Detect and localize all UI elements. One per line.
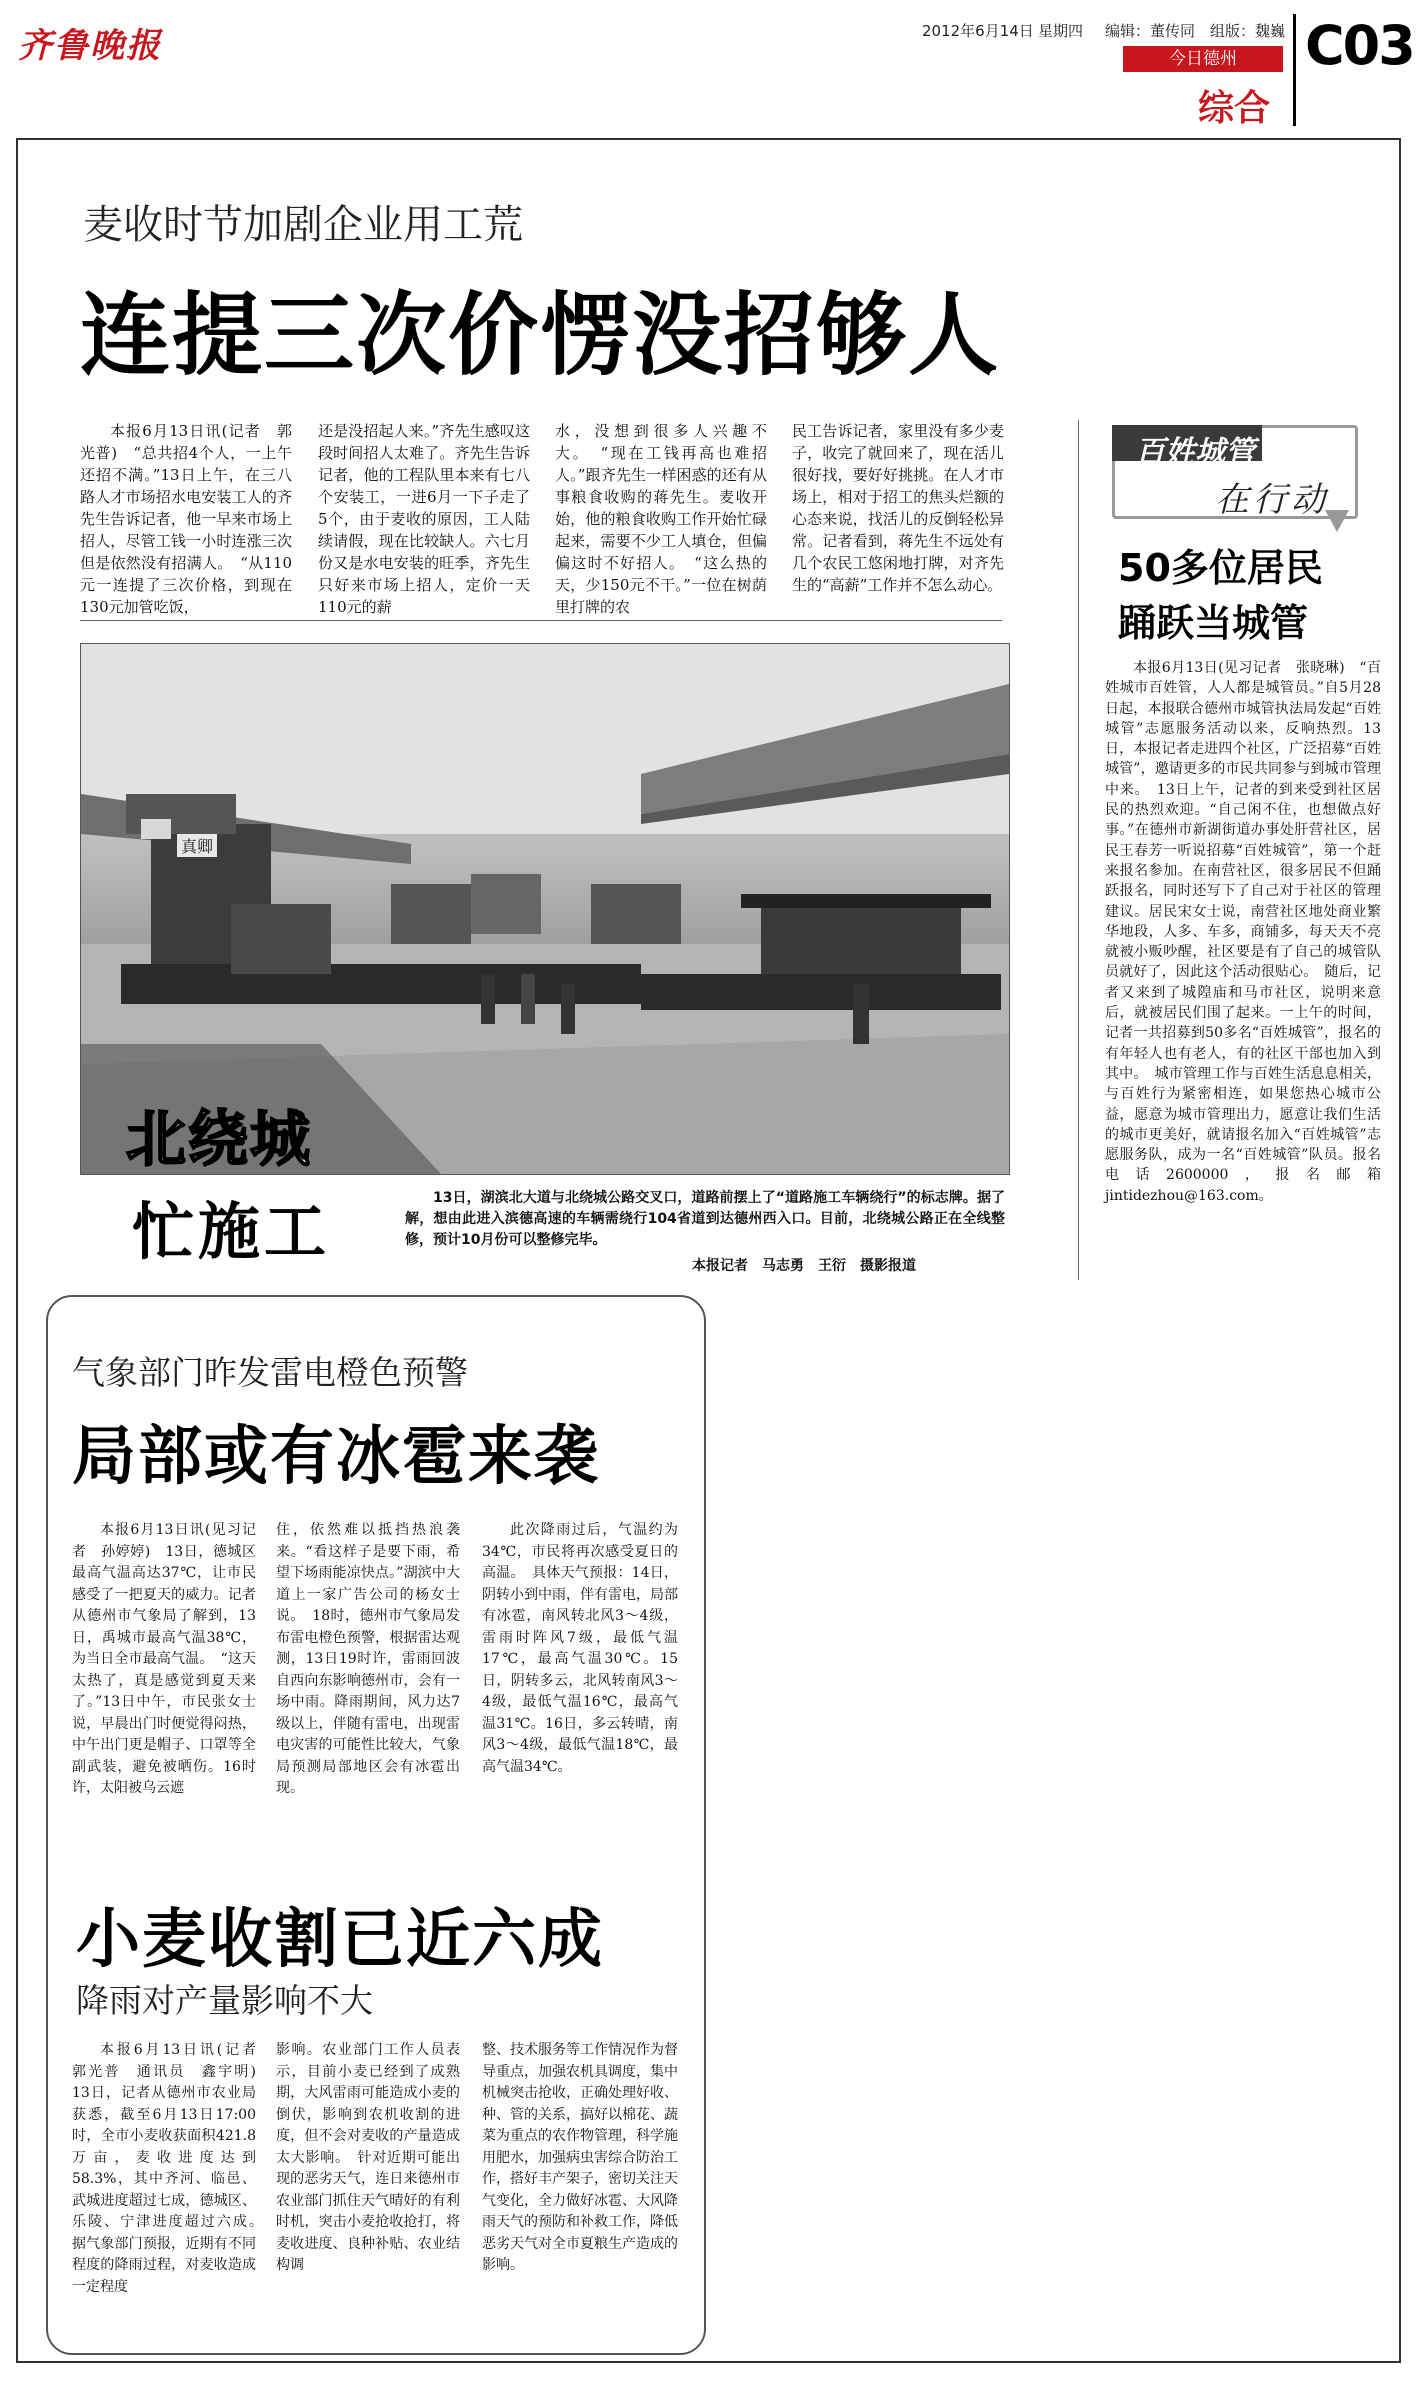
editor-credit: 编辑：董传同 (1105, 22, 1196, 40)
article3-col1-text: 本报6月13日讯(见习记者 孙婷婷) 13日，德城区最高气温高达37℃，让市民感受了一把夏天的威力。记者从德州市气象局了解到，13日，禹城市最高气温38℃，为当日全市最高气温。 “这天太热了，真是感觉到夏天来了。”13日中午，市民张女士说，早晨出门时便觉得闷热，中午出门更是帽子、口罩等全副武装，避免被晒伤。16时许，太阳被乌云遮 (72, 1522, 256, 1796)
article3-headline: 局部或有冰雹来袭 (72, 1420, 600, 1494)
layout-credit: 组版：魏巍 (1210, 22, 1286, 40)
photo-headline-line1: 北绕城 (126, 1105, 312, 1175)
article4-col2-text: 影响。农业部门工作人员表示，目前小麦已经到了成熟期，大风雷雨可能造成小麦的倒伏，影响到农机收割的进度，但不会对麦收的产量造成太大影响。 针对近期可能出现的恶劣天气，连日来德州市农业部门抓住天气晴好的有利时机，突击小麦抢收抢打，将麦收进度、良种补贴、农业结构调 (276, 2042, 460, 2273)
photo-sign-text: 真卿 (177, 834, 217, 857)
article2-headline-line2: 踊跃当城管 (1118, 601, 1309, 645)
photo-headline-line2: 忙施工 (132, 1195, 331, 1268)
article2-body-text: 本报6月13日(见习记者 张晓琳) “百姓城市百姓管，人人都是城管员。”自5月28日起，本报联合德州市城管执法局发起“百姓城管”志愿服务活动以来，反响热烈。13日，本报记者走进四个社区，广泛招募“百姓城管”，邀请更多的市民共同参与到城市管理中来。 13日上午，记者的到来受到社区居民的热烈欢迎。“自己闲不住，也想做点好事。”在德州市新湖街道办事处肝营社区，居民王春芳一听说招募“百姓城管”，第一个赶来报名参加。在南营社区，很多居民不但踊跃报名，同时还写下了自己对于社区的管理建议。居民宋女士说，南营社区地处商业繁华地段，人多、车多，商铺多，每天天不亮就被小贩吵醒，社区要是有了自己的城管队员就好了，因此这个活动很贴心。 随后，记者又来到了城隍庙和马市社区，说明来意后，就被居民们围了起来。一上午的时间，记者一共招募到50多名“百姓城管”，报名的有年轻人也有老人，有的社区干部也加入到其中。 城市管理工作与百姓生活息息相关，与百姓行为紧密相连，如果您热心城市公益，愿意为城市管理出力，愿意让我们生活的城市更美好，就请报名加入“百姓城管”志愿服务队，成为一名“百姓城管”队员。报名电话2600000，报名邮箱jintidezhou@163.com。 (1105, 660, 1381, 1204)
page-number: C03 (1305, 14, 1414, 77)
article1-col1 (80, 420, 292, 616)
article3-col1 (72, 1520, 256, 1840)
article4-subhead: 降雨对产量影响不大 (76, 1981, 373, 2020)
article3-col3-text: 此次降雨过后，气温约为34℃，市民将再次感受夏日的高温。 具体天气预报：14日，阴转小到中雨，伴有雷电，局部有冰雹，南风转北风3～4级，雷雨时阵风7级，最低气温17℃，最高气温30℃。15日，阴转多云，北风转南风3～4级，最低气温16℃，最高气温31℃。16日，多云转晴，南风3～4级，最低气温18℃，最高气温34℃。 (482, 1522, 678, 1775)
photo-credit: 本报记者 马志勇 王衍 摄影报道 (692, 1258, 916, 1274)
article4-col2 (276, 2040, 460, 2340)
article4-headline: 小麦收割已近六成 (76, 1903, 604, 1977)
article4-col1-text: 本报6月13日讯(记者 郭光普 通讯员 鑫宇明) 13日，记者从德州市农业局获悉，截至6月13日17:00时，全市小麦收获面积421.8万亩，麦收进度达到58.3%，其中齐河、临邑、武城进度超过七成，德城区、乐陵、宁津进度超过六成。 据气象部门预报，近期有不同程度的降雨过程，对麦收造成一定程度 (72, 2042, 270, 2295)
article4-col3-text: 整、技术服务等工作情况作为督导重点，加强农机具调度，集中机械突击抢收，正确处理好收、种、管的关系，搞好以棉花、蔬菜为重点的农作物管理，科学施用肥水，加强病虫害综合防治工作，搭好丰产架子，密切关注天气变化，全力做好冰雹、大风降雨天气的预防和补救工作，降低恶劣天气对全市夏粮生产造成的影响。 (482, 2042, 678, 2273)
article4-col3 (482, 2040, 678, 2340)
article1-bottom-rule (80, 620, 1002, 621)
issue-date: 2012年6月14日 (922, 22, 1034, 40)
page-divider (1293, 14, 1296, 126)
column-badge (1112, 425, 1358, 519)
article4-col1 (72, 2040, 270, 2340)
article1-col4-text: 民工告诉记者，家里没有多少麦子，收完了就回来了，现在活儿很好找，要好好挑挑。在人才市场上，相对于招工的焦头烂额的心态来说，找活儿的反倒轻松异常。记者看到，蒋先生不远处有几个农民工悠闲地打牌，对齐先生的“高薪”工作并不怎么动心。 (792, 422, 1004, 594)
issue-weekday: 星期四 (1038, 22, 1084, 40)
masthead (0, 0, 1417, 150)
photo-caption (405, 1188, 1005, 1260)
article1-headline: 连提三次价愣没招够人 (80, 283, 1000, 388)
column-badge-pointer (1325, 510, 1349, 532)
photo-caption-text: 13日，湖滨北大道与北绕城公路交叉口，道路前摆上了“道路施工车辆绕行”的标志牌。据了解，想由此进入滨德高速的车辆需绕行104省道到达德州西入口。目前，北绕城公路正在全线整修，预计10月份可以整修完毕。 (405, 1190, 1005, 1248)
section-title: 综合 (1198, 88, 1271, 129)
article3-col2-text: 住，依然难以抵挡热浪袭来。“看这样子是要下雨，希望下场雨能凉快点。”湖滨中大道上一家广告公司的杨女士说。 18时，德州市气象局发布雷电橙色预警，根据雷达观测，13日19时许，雷雨回波自西向东影响德州市，会有一场中雨。降雨期间，风力达7级以上，伴随有雷电，出现雷电灾害的可能性比较大，气象局预测局部地区会有冰雹出现。 (276, 1522, 460, 1796)
article1-col4 (792, 420, 1004, 600)
article2-body (1105, 658, 1381, 1278)
paper-name-logo: 齐鲁晚报 (18, 26, 162, 66)
article3-col2 (276, 1520, 460, 1840)
article3-kicker: 气象部门昨发雷电橙色预警 (72, 1353, 468, 1392)
article1-col2-text: 还是没招起人来。”齐先生感叹这段时间招人太难了。齐先生告诉记者，他的工程队里本来有七八个安装工，一进6月一下子走了5个，由于麦收的原因，工人陆续请假，现在比较缺人。六七月份又是水电安装的旺季，齐先生只好来市场上招人，定价一天110元的薪 (318, 422, 530, 616)
article2-headline-line1: 50多位居民 (1118, 546, 1323, 590)
article1-col1-text: 本报6月13日讯(记者 郭光普) “总共招4个人，一上午还招不满。”13日上午，在三八路人才市场招水电安装工人的齐先生告诉记者，他一早来市场上招人，尽管工钱一小时连涨三次但是依然没有招满人。 “从110元一连提了三次价格，到现在130元加管吃饭， (80, 422, 292, 616)
article1-col3-text: 水，没想到很多人兴趣不大。 “现在工钱再高也难招人。”跟齐先生一样困惑的还有从事粮食收购的蒋先生。麦收开始，他的粮食收购工作开始忙碌起来，需要不少工人填仓，但偏偏这时不好招人。 “这么热的天，少150元不干。”一位在树荫里打牌的农 (555, 422, 767, 616)
article3-col3 (482, 1520, 678, 1840)
article1-col2 (318, 420, 530, 616)
article1-col3 (555, 420, 767, 616)
article1-kicker: 麦收时节加剧企业用工荒 (83, 202, 523, 248)
section-tag: 今日德州 (1123, 46, 1283, 72)
construction-photo (80, 643, 1010, 1175)
column-badge-line2: 在行动 (1215, 480, 1329, 520)
column-badge-line1: 百姓城管 (1135, 435, 1255, 470)
vertical-rule-right (1078, 420, 1079, 1280)
